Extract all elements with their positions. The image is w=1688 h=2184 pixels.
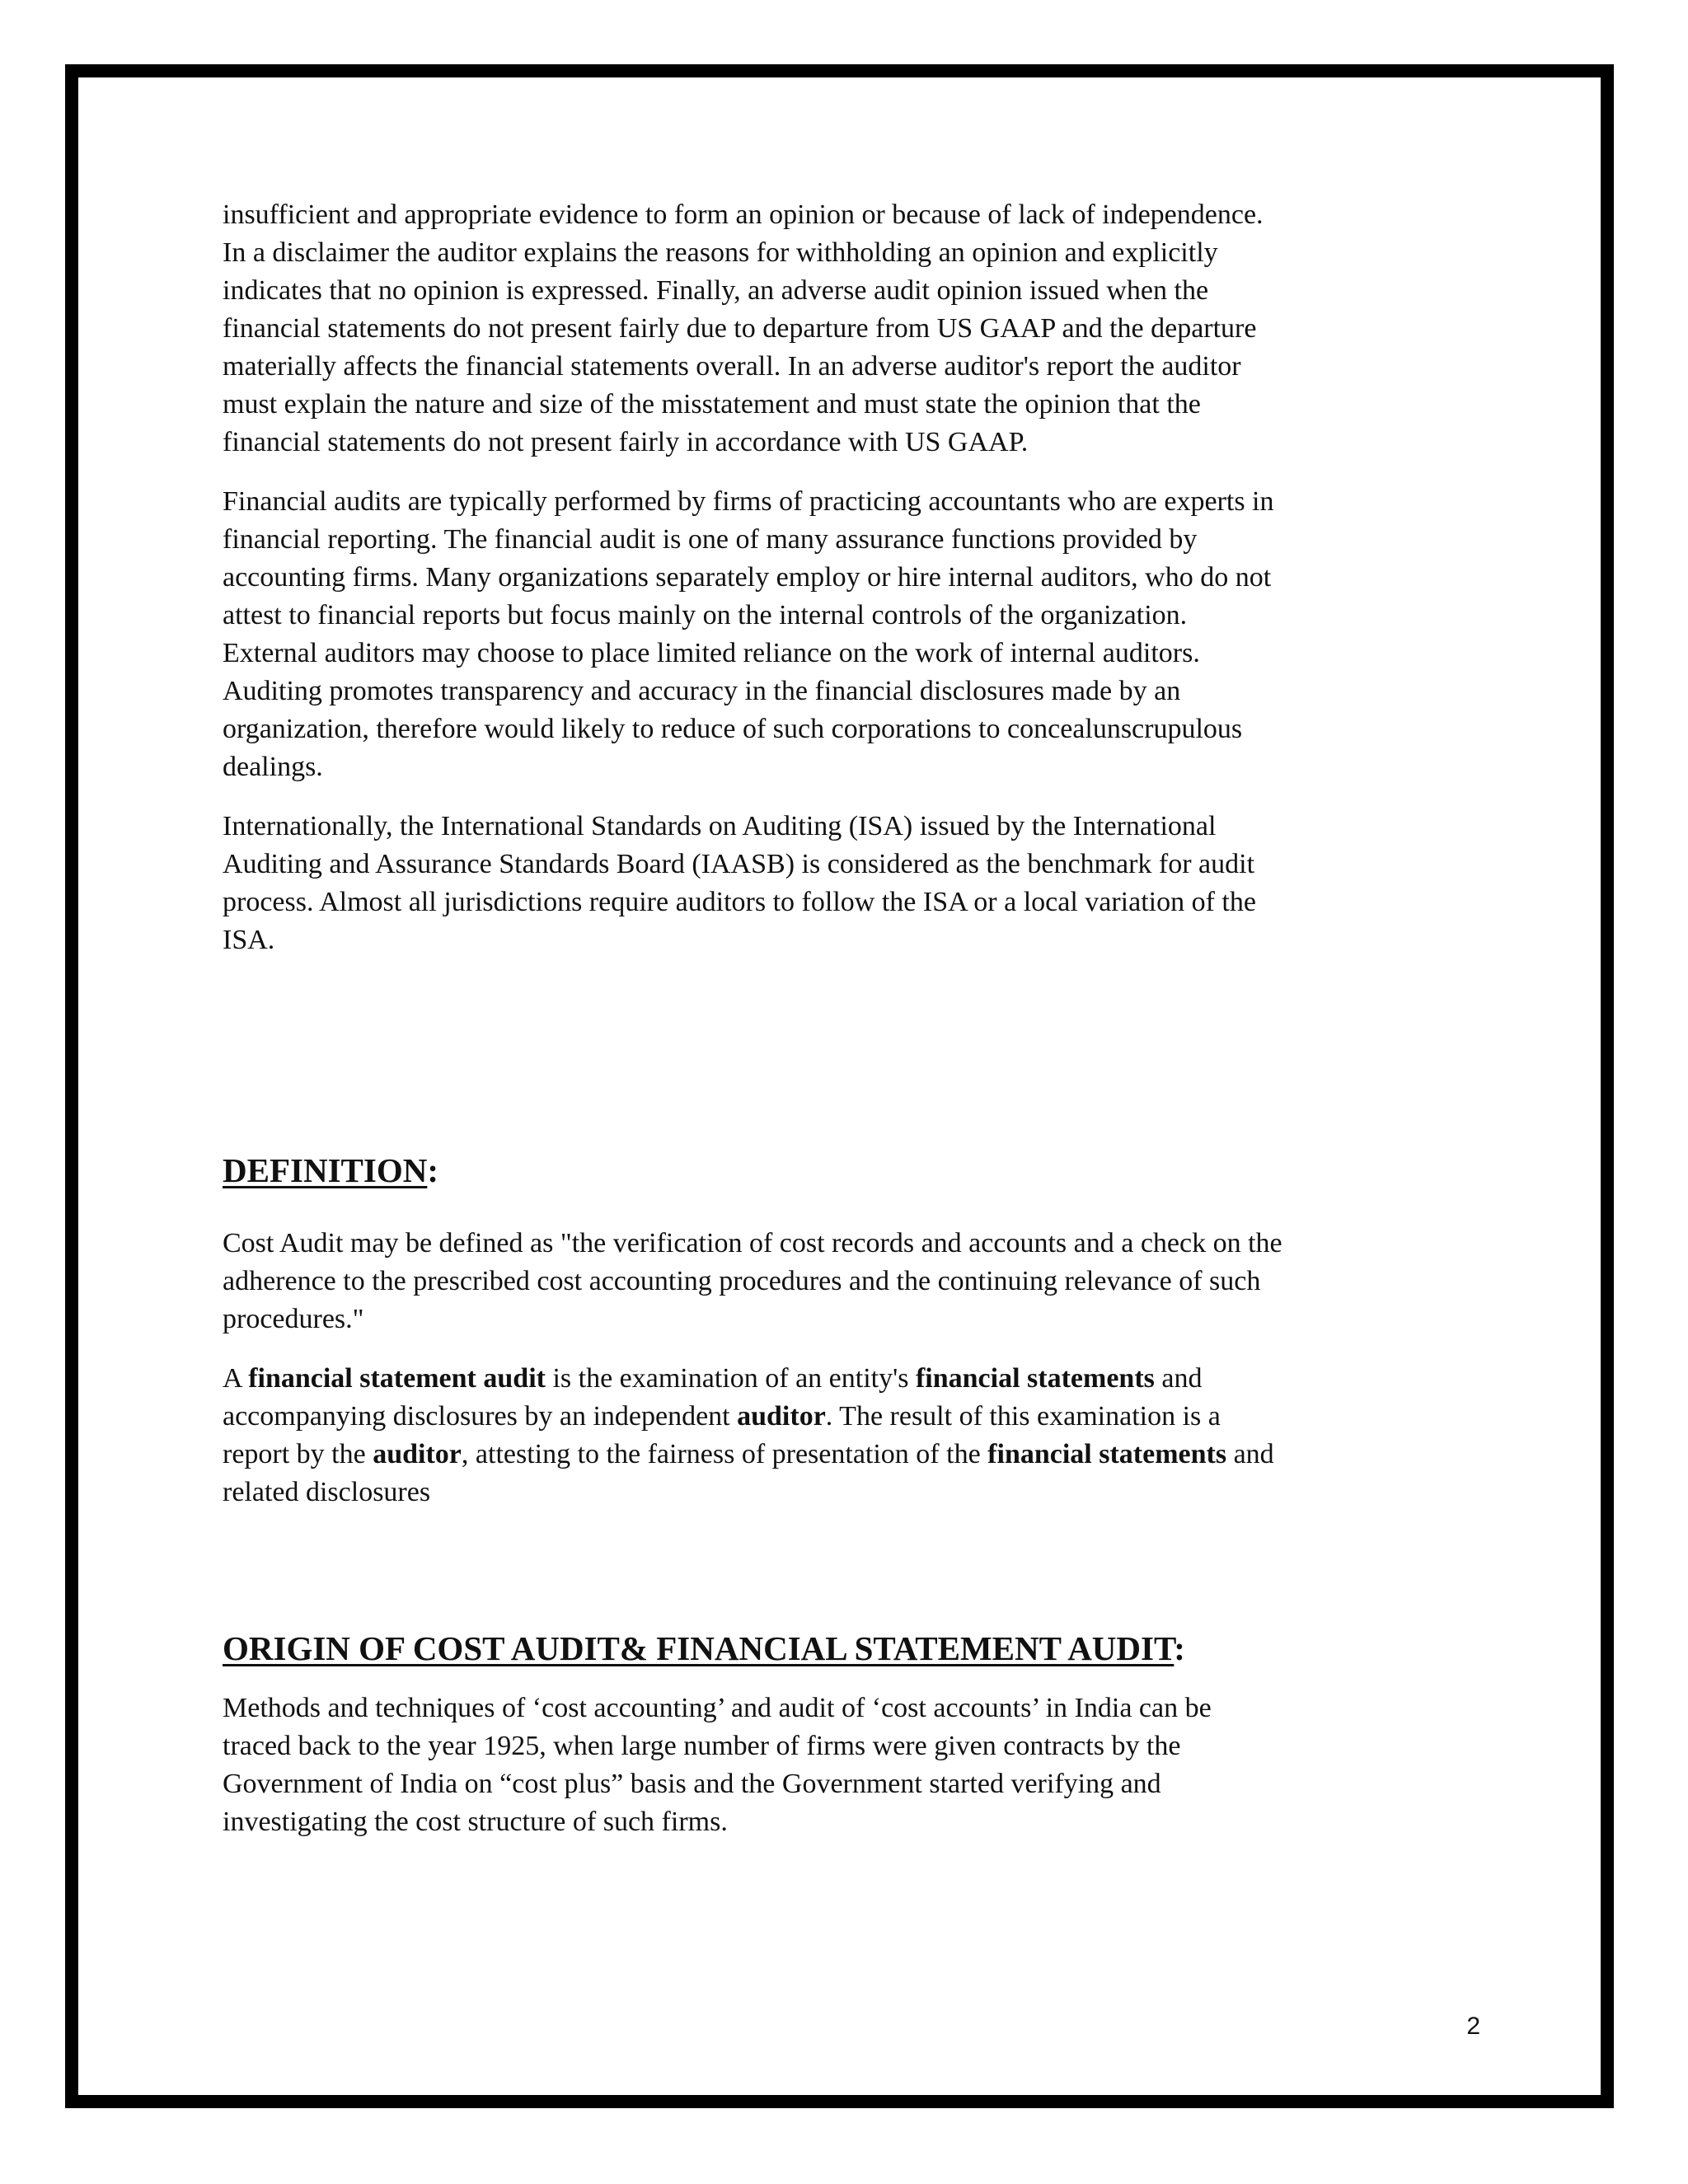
text-line: External auditors may choose to place limited reliance on the work of internal auditors. <box>223 638 1200 668</box>
text-line: adherence to the prescribed cost accounting procedures and the continuing relevance of such <box>223 1266 1261 1296</box>
text-line: In a disclaimer the auditor explains the reasons for withholding an opinion and explicitly <box>223 237 1218 268</box>
text-line: Cost Audit may be defined as "the verification of cost records and accounts and a check on the <box>223 1228 1282 1258</box>
paragraph-financial-statement-audit-definition <box>223 1360 1492 1511</box>
text-line: Internationally, the International Standards on Auditing (ISA) issued by the International <box>223 811 1217 841</box>
text-line: ISA. <box>223 925 275 955</box>
text-line: Financial audits are typically performed by firms of practicing accountants who are experts in <box>223 486 1274 517</box>
paragraph-cost-audit-definition <box>223 1225 1492 1338</box>
text-line: insufficient and appropriate evidence to form an opinion or because of lack of independence. <box>223 199 1264 230</box>
definition-heading: DEFINITION: <box>223 1151 438 1189</box>
text-line: financial statements do not present fairly due to departure from US GAAP and the departure <box>223 313 1257 344</box>
text-line: indicates that no opinion is expressed. Finally, an adverse audit opinion issued when the <box>223 275 1209 306</box>
text-line: attest to financial reports but focus mainly on the internal controls of the organization. <box>223 600 1188 630</box>
text-line: procedures." <box>223 1304 364 1334</box>
text-line: process. Almost all jurisdictions require auditors to follow the ISA or a local variation of the <box>223 887 1256 917</box>
text-line: report by the auditor, attesting to the fairness of presentation of the financial statements and <box>223 1439 1274 1469</box>
text-line: investigating the cost structure of such firms. <box>223 1807 728 1837</box>
document-body <box>223 196 1492 1841</box>
text-line: materially affects the financial statements overall. In an adverse auditor's report the auditor <box>223 351 1241 382</box>
paragraph-audit-opinions <box>223 196 1492 462</box>
text-line: financial reporting. The financial audit is one of many assurance functions provided by <box>223 524 1198 555</box>
text-line: must explain the nature and size of the misstatement and must state the opinion that the <box>223 389 1201 419</box>
text-line: organization, therefore would likely to reduce of such corporations to concealunscrupulous <box>223 714 1243 744</box>
paragraph-origin <box>223 1690 1492 1841</box>
page-number: 2 <box>1466 2013 1480 2040</box>
origin-heading: ORIGIN OF COST AUDIT& FINANCIAL STATEMENT AUDIT: <box>223 1629 1185 1667</box>
paragraph-isa <box>223 808 1492 959</box>
text-line: related disclosures <box>223 1477 431 1507</box>
text-line: financial statements do not present fairly in accordance with US GAAP. <box>223 427 1029 457</box>
paragraph-financial-audits <box>223 483 1492 786</box>
text-line: accounting firms. Many organizations separately employ or hire internal auditors, who do not <box>223 562 1272 593</box>
text-line: Auditing promotes transparency and accuracy in the financial disclosures made by an <box>223 676 1181 706</box>
text-line: A financial statement audit is the examination of an entity's financial statements and <box>223 1363 1203 1394</box>
text-line: Methods and techniques of ‘cost accounting’ and audit of ‘cost accounts’ in India can be <box>223 1693 1212 1723</box>
text-line: accompanying disclosures by an independent auditor. The result of this examination is a <box>223 1401 1221 1432</box>
text-line: dealings. <box>223 752 323 782</box>
text-line: Government of India on “cost plus” basis and the Government started verifying and <box>223 1769 1161 1799</box>
text-line: traced back to the year 1925, when large number of firms were given contracts by the <box>223 1731 1181 1761</box>
text-line: Auditing and Assurance Standards Board (IAASB) is considered as the benchmark for audit <box>223 849 1255 879</box>
